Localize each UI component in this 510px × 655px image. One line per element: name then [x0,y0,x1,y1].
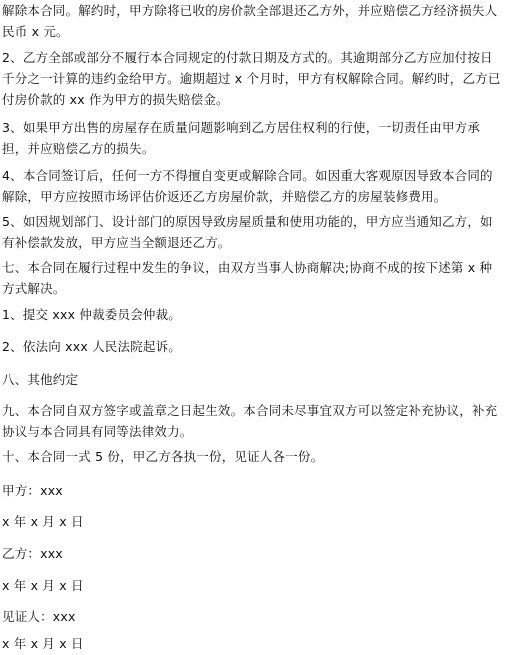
party-a-date: x 年 x 月 x 日 [2,514,84,529]
section-9-effectiveness: 九、本合同自双方签字或盖章之日起生效。本合同未尽事宜双方可以签定补充协议，补充协议与本合同具有同等法律效力。 [2,403,498,439]
section-7-disputes: 七、本合同在履行过程中发生的争议，由双方当事人协商解决;协商不成的按下述第 x 种方式解决。 [2,260,493,296]
clause-4-no-unilateral-change: 4、本合同签订后，任何一方不得擅自变更或解除合同。如因重大客观原因导致本合同的解除，甲方应按照市场评估价返还乙方房屋价款，并赔偿乙方的房屋装修费用。 [2,168,493,204]
party-b-date: x 年 x 月 x 日 [2,578,84,593]
dispute-option-arbitration: 1、提交 xxx 仲裁委员会仲裁。 [2,307,181,322]
clause-5-planning-design: 5、如因规划部门、设计部门的原因导致房屋质量和使用功能的，甲方应当通知乙方，如有补偿款发放，甲方应当全额退还乙方。 [2,214,493,250]
clause-2-payment-default: 2、乙方全部或部分不履行本合同规定的付款日期及方式的。其逾期部分乙方应加付按日千分之一计算的违约金给甲方。逾期超过 x 个月时，甲方有权解除合同。解约时，乙方已付房价款的 xx 作为甲方的损失赔偿金。 [2,50,501,107]
clause-termination-continued: 解除本合同。解约时，甲方除将已收的房价款全部退还乙方外，并应赔偿乙方经济损失人民币 x 元。 [2,3,498,39]
section-10-copies: 十、本合同一式 5 份，甲乙方各执一份，见证人各一份。 [2,449,324,464]
dispute-option-court: 2、依法向 xxx 人民法院起诉。 [2,339,181,354]
witness-date: x 年 x 月 x 日 [2,636,84,651]
section-8-other-agreements: 八、其他约定 [2,372,79,387]
clause-3-quality-issue: 3、如果甲方出售的房屋存在质量问题影响到乙方居住权利的行使，一切责任由甲方承担，并应赔偿乙方的损失。 [2,120,481,156]
witness-signature: 见证人：xxx [2,609,76,624]
party-a-signature: 甲方：xxx [2,483,63,498]
party-b-signature: 乙方：xxx [2,546,63,561]
